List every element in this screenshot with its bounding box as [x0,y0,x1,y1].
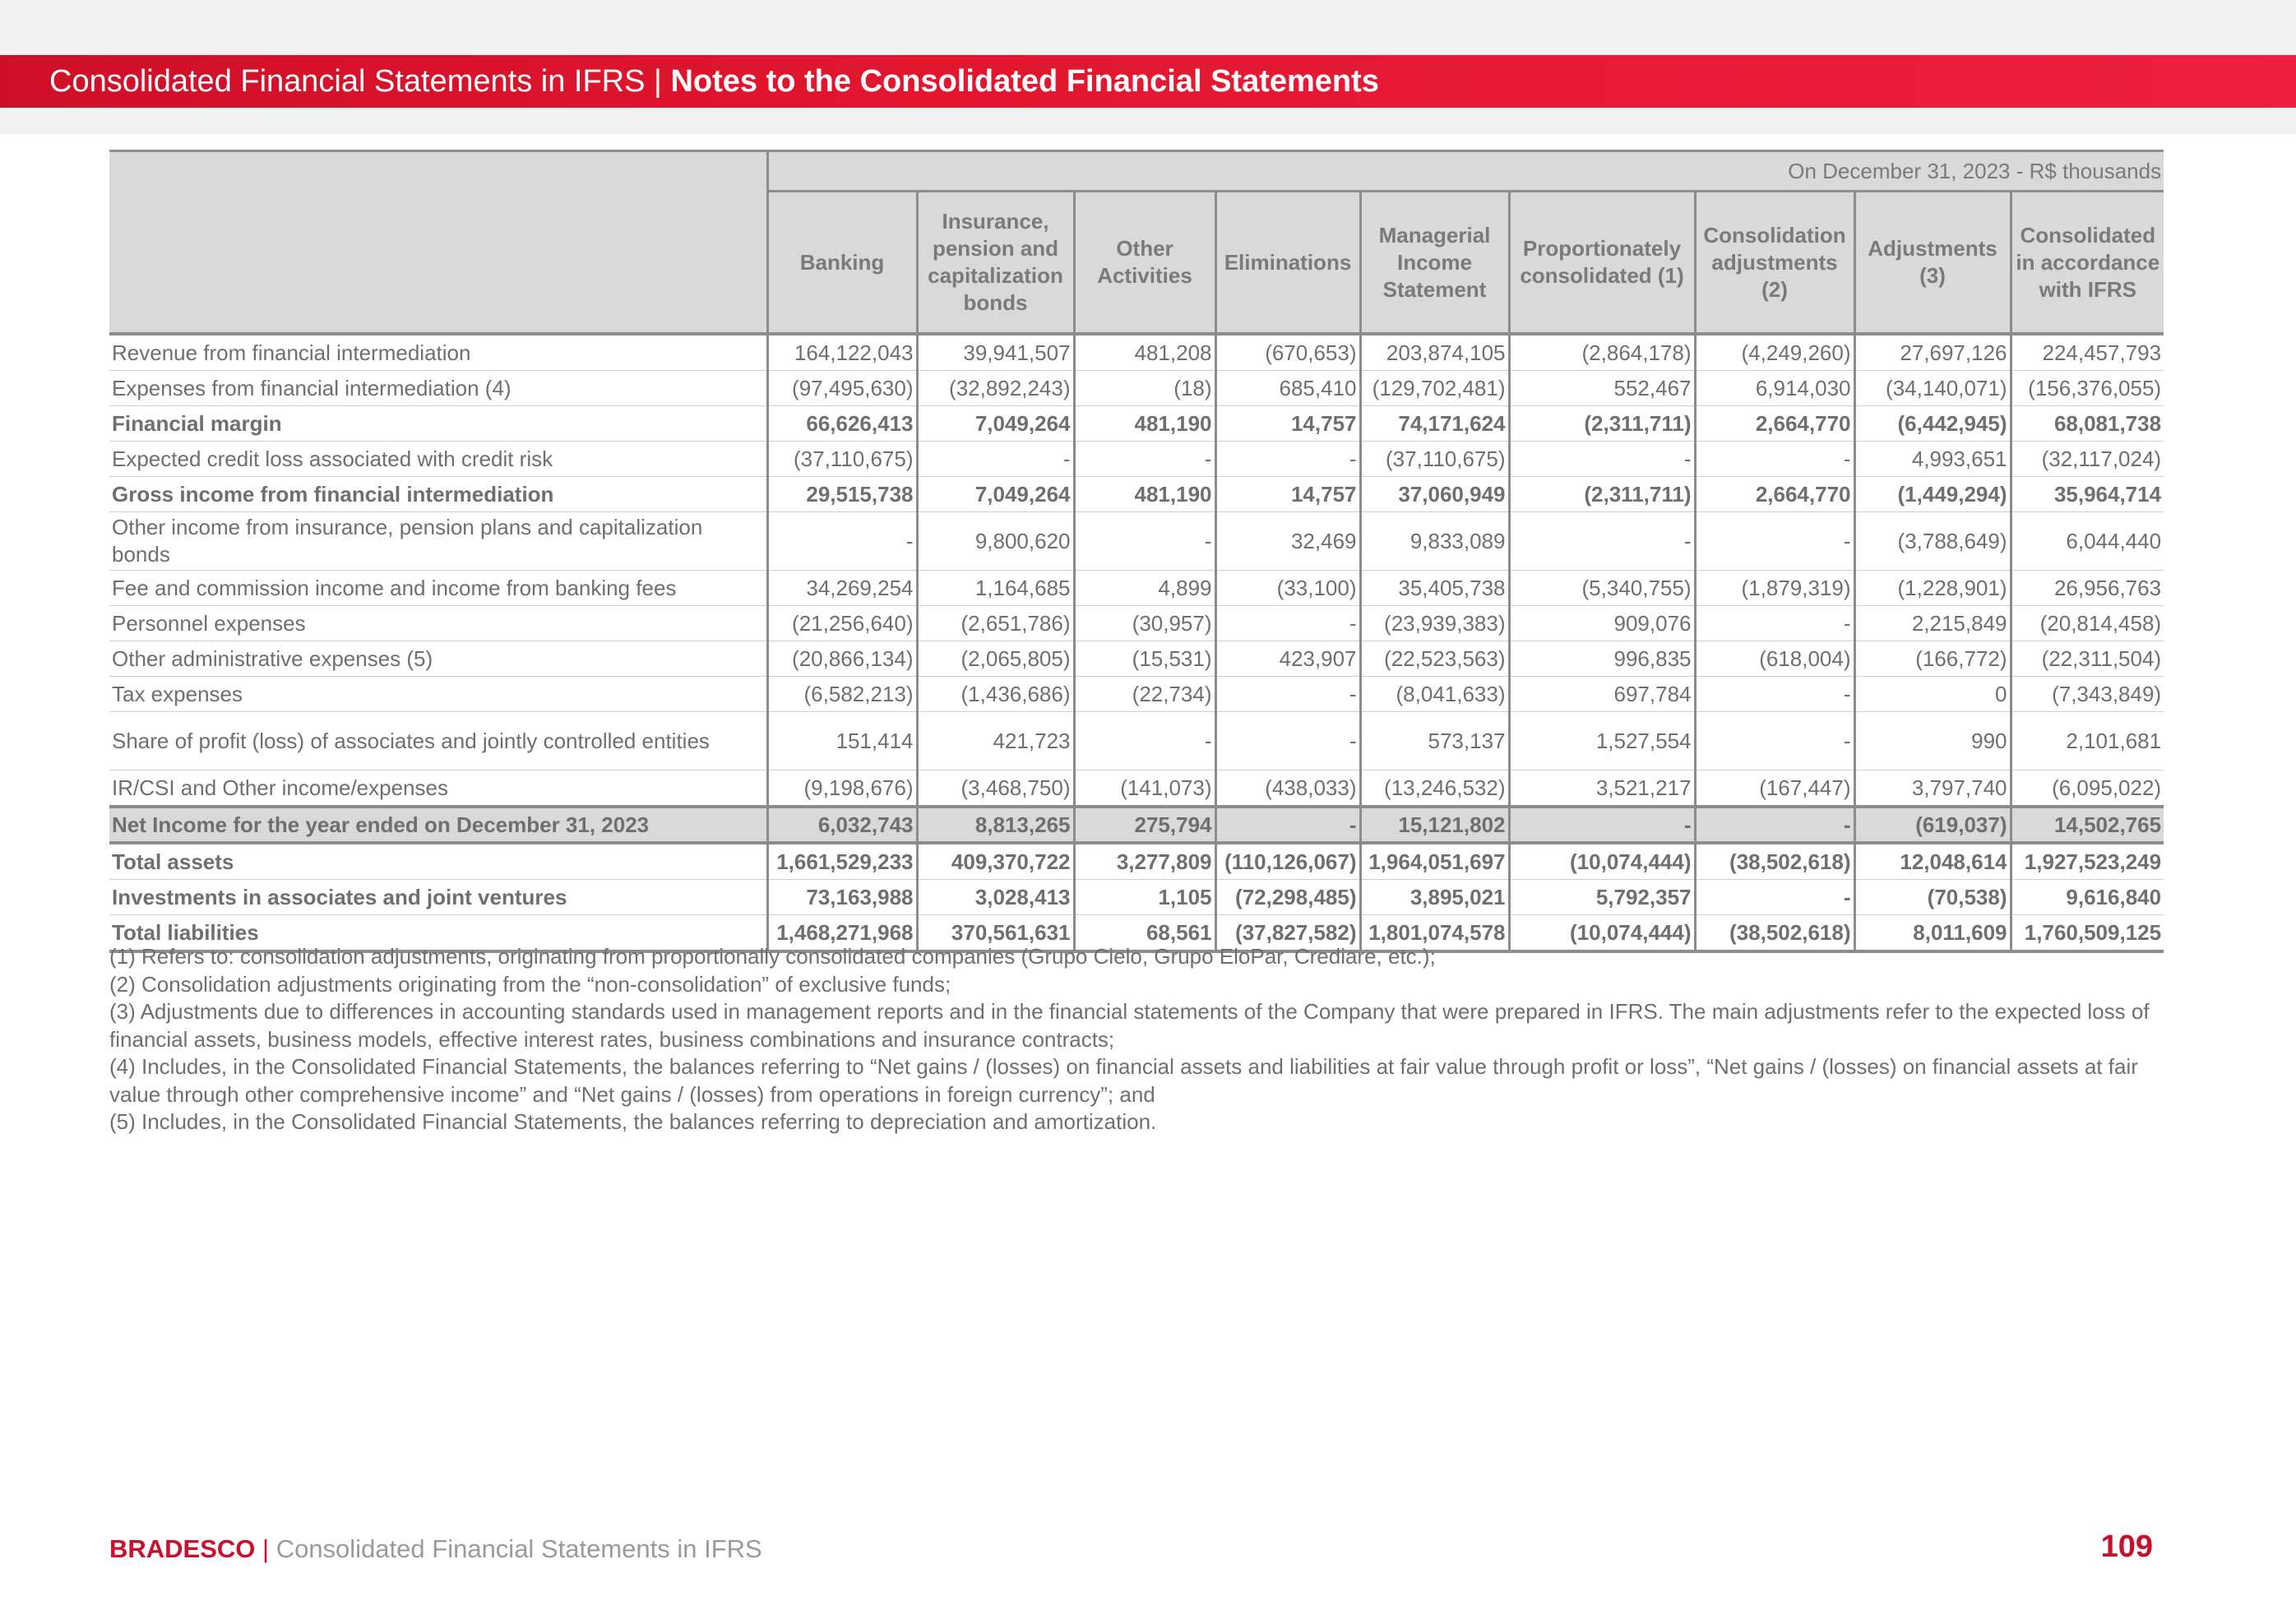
table-cell: 423,907 [1215,641,1360,677]
table-cell: 35,405,738 [1360,571,1509,606]
table-cell: 74,171,624 [1360,406,1509,442]
table-cell: - [1215,442,1360,477]
footer-text: Consolidated Financial Statements in IFRS [275,1534,762,1563]
footer-brand: BRADESCO [109,1534,256,1563]
table-cell: (21,256,640) [767,606,917,641]
table-cell: - [1509,512,1695,571]
row-label: Other administrative expenses (5) [109,641,767,677]
table-cell: 909,076 [1509,606,1695,641]
table-cell: 685,410 [1215,371,1360,406]
table-cell: 573,137 [1360,712,1509,770]
table-cell: (38,502,618) [1695,915,1854,952]
row-label: Total liabilities [109,915,767,952]
table-cell: 1,105 [1074,880,1215,915]
table-cell: 34,269,254 [767,571,917,606]
table-cell: (32,892,243) [917,371,1074,406]
table-cell: 0 [1854,677,2011,712]
table-cell: 14,757 [1215,477,1360,512]
table-cell: (97,495,630) [767,371,917,406]
table-cell: (619,037) [1854,807,2011,843]
table-row [109,371,2164,406]
table-cell: (22,734) [1074,677,1215,712]
unit-note: On December 31, 2023 - R$ thousands [767,151,2164,192]
table-cell: 1,527,554 [1509,712,1695,770]
table-cell: - [1215,677,1360,712]
unit-row [109,151,2164,192]
table-row [109,571,2164,606]
table-cell: (32,117,024) [2011,442,2164,477]
table-cell: 27,697,126 [1854,334,2011,371]
table-cell: 1,801,074,578 [1360,915,1509,952]
table-cell: - [1695,606,1854,641]
table-cell: (110,126,067) [1215,843,1360,880]
table-cell: 3,521,217 [1509,770,1695,807]
table-cell: - [1215,807,1360,843]
row-label: Revenue from financial intermediation [109,334,767,371]
footnote: (3) Adjustments due to differences in accounting standards used in management reports and in the financial statements of the Company that were prepared in IFRS. The main adjustments refer to the expected loss of financial assets, business models, effective interest rates, business combinations and insurance contracts; [109,999,2150,1052]
table-cell: (13,246,532) [1360,770,1509,807]
table-cell: (20,814,458) [2011,606,2164,641]
table-row [109,512,2164,571]
footnote: (2) Consolidation adjustments originating from the “non-consolidation” of exclusive funds; [109,971,951,997]
table-cell: (1,228,901) [1854,571,2011,606]
table-cell: 9,833,089 [1360,512,1509,571]
table-cell: - [1695,880,1854,915]
table-cell: (34,140,071) [1854,371,2011,406]
table-row [109,406,2164,442]
table-cell: (72,298,485) [1215,880,1360,915]
table-cell: 1,964,051,697 [1360,843,1509,880]
table-cell: 29,515,738 [767,477,917,512]
table-cell: - [1695,807,1854,843]
row-label: Tax expenses [109,677,767,712]
footnote: (1) Refers to: consolidation adjustments, originating from proportionally consolidated companies (Grupo Cielo, Grupo EloPar, Crediare, etc.); [109,944,1436,969]
footer-separator: | [255,1534,276,1563]
header-blank-cell [109,151,767,335]
table-cell: 3,797,740 [1854,770,2011,807]
table-cell: 203,874,105 [1360,334,1509,371]
column-header: Banking [767,192,917,335]
table-cell: (37,827,582) [1215,915,1360,952]
table-cell: 6,032,743 [767,807,917,843]
footer [109,1534,762,1564]
table-row [109,442,2164,477]
table-cell: 6,914,030 [1695,371,1854,406]
header-bar [0,55,2296,108]
table-cell: 9,616,840 [2011,880,2164,915]
table-cell: (1,879,319) [1695,571,1854,606]
table-cell: 4,993,651 [1854,442,2011,477]
table-cell: (70,538) [1854,880,2011,915]
table-cell: (2,065,805) [917,641,1074,677]
table-cell: (166,772) [1854,641,2011,677]
row-label: Expenses from financial intermediation (4) [109,371,767,406]
table-cell: 2,215,849 [1854,606,2011,641]
table-cell: - [1695,512,1854,571]
page-title [49,55,1379,108]
table-cell: 9,800,620 [917,512,1074,571]
table-cell: (4,249,260) [1695,334,1854,371]
table-cell: - [1695,677,1854,712]
table-cell: (37,110,675) [767,442,917,477]
table-cell: 996,835 [1509,641,1695,677]
table-row [109,334,2164,371]
table-cell: (10,074,444) [1509,843,1695,880]
table-row [109,641,2164,677]
table-cell: 990 [1854,712,2011,770]
row-label: Share of profit (loss) of associates and jointly controlled entities [109,712,767,770]
title-bold: Notes to the Consolidated Financial Statements [670,64,1379,99]
table-cell: 409,370,722 [917,843,1074,880]
table-cell: 5,792,357 [1509,880,1695,915]
table-cell: 224,457,793 [2011,334,2164,371]
table-cell: (2,311,711) [1509,477,1695,512]
table-cell: 35,964,714 [2011,477,2164,512]
table-cell: 481,190 [1074,406,1215,442]
column-header: Eliminations [1215,192,1360,335]
table-cell: (3,788,649) [1854,512,2011,571]
table-cell: (10,074,444) [1509,915,1695,952]
table-cell: (1,436,686) [917,677,1074,712]
table-body [109,334,2164,951]
table-cell: 1,760,509,125 [2011,915,2164,952]
table-cell: (23,939,383) [1360,606,1509,641]
table-cell: 481,208 [1074,334,1215,371]
row-label: Expected credit loss associated with credit risk [109,442,767,477]
table-cell: 164,122,043 [767,334,917,371]
table-row [109,807,2164,843]
table-cell: 275,794 [1074,807,1215,843]
column-header: Managerial Income Statement [1360,192,1509,335]
table-cell: - [1509,807,1695,843]
footnotes [109,943,2173,1136]
table-cell: 4,899 [1074,571,1215,606]
table-cell: (15,531) [1074,641,1215,677]
column-header: Adjustments (3) [1854,192,2011,335]
table-cell: (1,449,294) [1854,477,2011,512]
table-cell: (22,523,563) [1360,641,1509,677]
table-cell: 7,049,264 [917,406,1074,442]
table-cell: 1,164,685 [917,571,1074,606]
table-cell: 6,044,440 [2011,512,2164,571]
table-cell: 12,048,614 [1854,843,2011,880]
table-cell: (670,653) [1215,334,1360,371]
table-cell: 1,661,529,233 [767,843,917,880]
table-cell: (33,100) [1215,571,1360,606]
table-row [109,843,2164,880]
table-cell: 73,163,988 [767,880,917,915]
row-label: Total assets [109,843,767,880]
sub-strip [0,108,2296,134]
table-cell: (438,033) [1215,770,1360,807]
table-cell: 3,028,413 [917,880,1074,915]
row-label: Financial margin [109,406,767,442]
table-cell: (6,582,213) [767,677,917,712]
table-cell: 14,757 [1215,406,1360,442]
table-cell: (20,866,134) [767,641,917,677]
table-cell: 7,049,264 [917,477,1074,512]
table-cell: 1,927,523,249 [2011,843,2164,880]
table-cell: - [767,512,917,571]
table-cell: 2,664,770 [1695,477,1854,512]
row-label: Investments in associates and joint ventures [109,880,767,915]
table-cell: - [1215,712,1360,770]
table-row [109,770,2164,807]
table-cell: (156,376,055) [2011,371,2164,406]
table-cell: (5,340,755) [1509,571,1695,606]
table-cell: (18) [1074,371,1215,406]
table-cell: (3,468,750) [917,770,1074,807]
table-cell: 8,813,265 [917,807,1074,843]
table-cell: (38,502,618) [1695,843,1854,880]
table-cell: (129,702,481) [1360,371,1509,406]
table-row [109,606,2164,641]
table-cell: 552,467 [1509,371,1695,406]
table-cell: 421,723 [917,712,1074,770]
table-cell: 1,468,271,968 [767,915,917,952]
table-cell: 14,502,765 [2011,807,2164,843]
table-cell: 370,561,631 [917,915,1074,952]
table-row [109,677,2164,712]
table-cell: (22,311,504) [2011,641,2164,677]
column-header: Consolidation adjustments (2) [1695,192,1854,335]
segment-table [109,150,2164,953]
top-strip [0,0,2296,55]
table-cell: (167,447) [1695,770,1854,807]
row-label: Personnel expenses [109,606,767,641]
footnote: (4) Includes, in the Consolidated Financial Statements, the balances referring to “Net gains / (losses) on financial assets and liabilities at fair value through profit or loss”, “Net gains / (losses) on financial assets at fair value through other comprehensive income” and “Net gains / (losses) from operations in foreign currency”; and [109,1054,2138,1107]
footnote: (5) Includes, in the Consolidated Financial Statements, the balances referring to depreciation and amortization. [109,1109,1157,1134]
table-cell: - [1695,442,1854,477]
table-cell: 68,561 [1074,915,1215,952]
table-cell: 39,941,507 [917,334,1074,371]
row-label: Net Income for the year ended on December 31, 2023 [109,807,767,843]
table-cell: 697,784 [1509,677,1695,712]
table-cell: - [1074,712,1215,770]
table-cell: 2,101,681 [2011,712,2164,770]
column-header: Insurance, pension and capitalization bonds [917,192,1074,335]
table-cell: 8,011,609 [1854,915,2011,952]
table-cell: 151,414 [767,712,917,770]
table-cell: - [1074,512,1215,571]
table-cell: (2,864,178) [1509,334,1695,371]
table-cell: - [1215,606,1360,641]
table-cell: 66,626,413 [767,406,917,442]
row-label: IR/CSI and Other income/expenses [109,770,767,807]
row-label: Fee and commission income and income from banking fees [109,571,767,606]
table-cell: (141,073) [1074,770,1215,807]
table-cell: (6,442,945) [1854,406,2011,442]
table-cell: 26,956,763 [2011,571,2164,606]
table-cell: 3,277,809 [1074,843,1215,880]
table-cell: - [917,442,1074,477]
table-cell: (9,198,676) [767,770,917,807]
row-label: Other income from insurance, pension plans and capitalization bonds [109,512,767,571]
column-header: Other Activities [1074,192,1215,335]
table-cell: 2,664,770 [1695,406,1854,442]
table-cell: - [1509,442,1695,477]
table-cell: - [1695,712,1854,770]
column-header: Consolidated in accordance with IFRS [2011,192,2164,335]
table-row [109,880,2164,915]
table-cell: 32,469 [1215,512,1360,571]
table-cell: (7,343,849) [2011,677,2164,712]
table-cell: (8,041,633) [1360,677,1509,712]
table-cell: 481,190 [1074,477,1215,512]
table-cell: 15,121,802 [1360,807,1509,843]
row-label: Gross income from financial intermediation [109,477,767,512]
page-number: 109 [2100,1529,2153,1564]
table-cell: (2,651,786) [917,606,1074,641]
table-cell: (2,311,711) [1509,406,1695,442]
table-cell: - [1074,442,1215,477]
table-cell: 68,081,738 [2011,406,2164,442]
table-cell: 37,060,949 [1360,477,1509,512]
table-cell: (618,004) [1695,641,1854,677]
table-cell: (6,095,022) [2011,770,2164,807]
table-cell: (37,110,675) [1360,442,1509,477]
title-regular: Consolidated Financial Statements in IFRS | [49,64,671,99]
table-cell: 3,895,021 [1360,880,1509,915]
column-header: Proportionately consolidated (1) [1509,192,1695,335]
table-cell: (30,957) [1074,606,1215,641]
table-row [109,477,2164,512]
table-row [109,712,2164,770]
